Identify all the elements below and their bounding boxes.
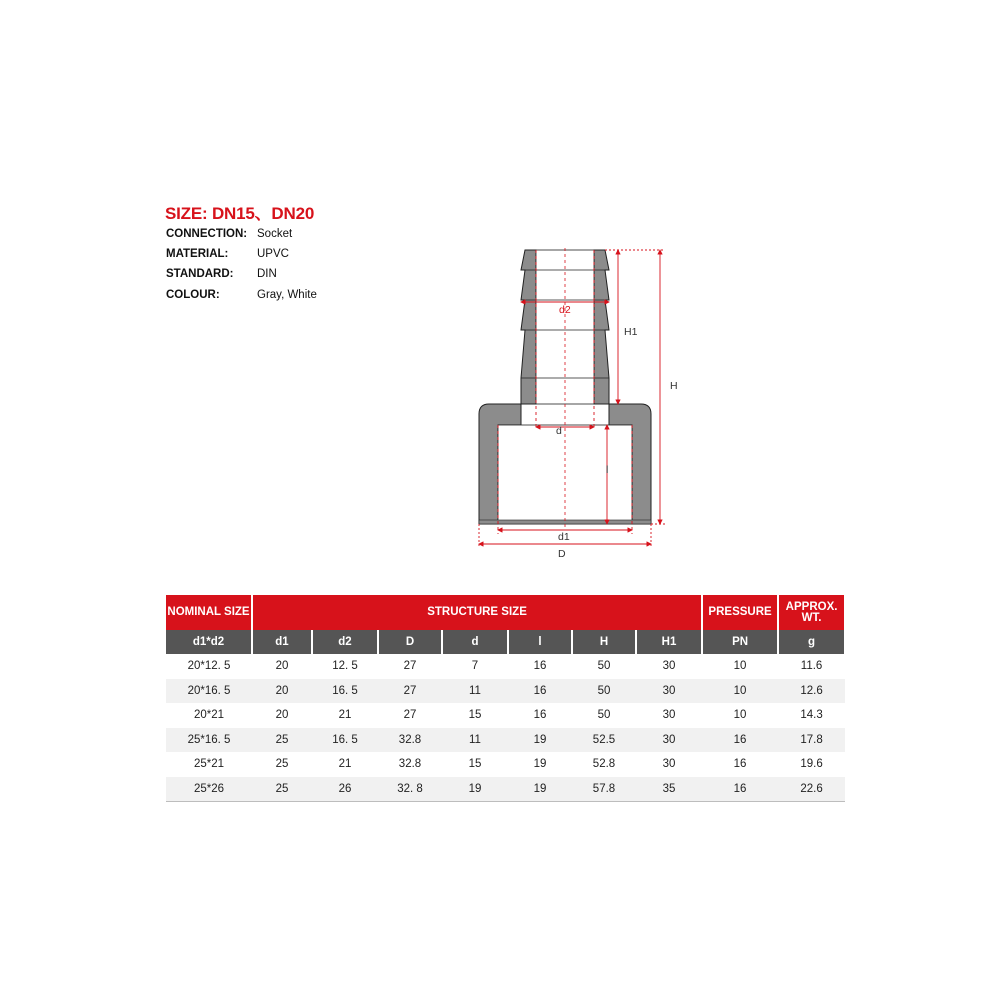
table-cell: 11.6 (800, 660, 823, 673)
column-header: l (508, 630, 572, 654)
table-cell: 20*16. 5 (166, 679, 252, 704)
table-cell: 30 (636, 679, 702, 704)
spec-label: STANDARD: (166, 268, 234, 280)
table-cell: 20 (252, 679, 312, 704)
table-cell: 19 (533, 758, 547, 771)
fitting-drawing (455, 240, 695, 570)
table-cell: 30 (662, 758, 676, 771)
dim-label-D: D (558, 548, 566, 560)
table-cell: 32.8 (378, 728, 442, 753)
table-cell: 27 (403, 709, 417, 722)
table-cell: 21 (338, 709, 352, 722)
table-cell: 32. 8 (378, 777, 442, 802)
table-cell: 30 (662, 660, 676, 673)
table-cell: 16 (533, 660, 547, 673)
table-cell: 20*12. 5 (187, 660, 231, 673)
dim-label-H1: H1 (624, 326, 638, 338)
column-header: H (572, 630, 636, 654)
table-cell: 25 (252, 777, 312, 802)
spec-label: COLOUR: (166, 289, 220, 301)
table-cell: 52.8 (592, 758, 616, 771)
table-row (166, 679, 845, 704)
table-row (166, 752, 845, 777)
table-cell: 11 (442, 728, 508, 753)
dim-label-d2: d2 (559, 304, 571, 316)
table-cell: 10 (702, 679, 778, 704)
dim-label-d: d (556, 425, 562, 437)
dim-label-d1: d1 (558, 531, 570, 543)
table-cell: 25 (252, 728, 312, 753)
table-cell: 16 (533, 709, 547, 722)
socket-bore (498, 425, 632, 524)
table-cell: 16 (508, 679, 572, 704)
column-header: H1 (636, 630, 702, 654)
table-cell: 15 (468, 758, 482, 771)
column-header: d1 (252, 630, 312, 654)
table-cell: 12.6 (778, 679, 845, 704)
table-cell: 50 (572, 679, 636, 704)
table-cell: 30 (662, 709, 676, 722)
table-cell: 50 (597, 709, 611, 722)
column-header: PN (702, 630, 778, 654)
table-cell: 16 (733, 758, 747, 771)
table-row (166, 728, 845, 753)
table-cell: 16 (702, 777, 778, 802)
table-cell: 27 (378, 679, 442, 704)
table-cell: 15 (468, 709, 482, 722)
table-row (166, 654, 845, 679)
column-header: D (378, 630, 442, 654)
table-cell: 52.5 (572, 728, 636, 753)
table-cell: 19 (442, 777, 508, 802)
table-header-group-row (166, 595, 845, 630)
table-cell: 16 (702, 728, 778, 753)
dim-label-l: l (606, 464, 609, 476)
size-title: SIZE: DN15、DN20 (165, 204, 315, 223)
table-cell: 10 (733, 660, 747, 673)
table-cell: 22.6 (778, 777, 845, 802)
header-pressure: PRESSURE (702, 595, 778, 630)
table-cell: 20 (275, 660, 289, 673)
table-cell: 25 (275, 758, 289, 771)
table-cell: 16. 5 (312, 679, 378, 704)
table-cell: 20 (275, 709, 289, 722)
table-cell: 7 (471, 660, 479, 673)
table-cell: 50 (597, 660, 611, 673)
spec-value: DIN (257, 268, 277, 280)
table-cell: 19.6 (800, 758, 823, 771)
header-nominal-size: NOMINAL SIZE (166, 595, 252, 630)
table-row (166, 703, 845, 728)
table-cell: 17.8 (778, 728, 845, 753)
table-cell: 27 (403, 660, 417, 673)
table-cell: 57.8 (572, 777, 636, 802)
header-structure-size: STRUCTURE SIZE (252, 595, 702, 630)
table-cell: 12. 5 (332, 660, 358, 673)
spec-value: Socket (257, 228, 293, 240)
dimension-table (166, 595, 846, 802)
table-cell: 25*21 (193, 758, 225, 771)
column-header: g (778, 630, 845, 654)
table-cell: 35 (636, 777, 702, 802)
table-cell: 16. 5 (312, 728, 378, 753)
table-cell: 19 (508, 728, 572, 753)
column-header: d (442, 630, 508, 654)
dim-label-H: H (670, 380, 678, 392)
fitting-drawing-svg (455, 240, 695, 570)
spec-label: CONNECTION: (166, 228, 248, 240)
table-cell: 21 (338, 758, 352, 771)
table-cell: 19 (508, 777, 572, 802)
column-header: d1*d2 (166, 630, 252, 654)
table-cell: 30 (636, 728, 702, 753)
header-approx-weight: APPROX. WT. (778, 595, 845, 630)
table-cell: 20*21 (193, 709, 225, 722)
table-cell: 25*26 (166, 777, 252, 802)
table-cell: 14.3 (800, 709, 823, 722)
spec-value: Gray, White (257, 289, 317, 301)
spec-label: MATERIAL: (166, 248, 229, 260)
column-header: d2 (312, 630, 378, 654)
spec-value: UPVC (257, 248, 289, 260)
table-column-header-row (166, 630, 845, 654)
table-cell: 11 (442, 679, 508, 704)
table-cell: 32.8 (398, 758, 422, 771)
table-cell: 10 (733, 709, 747, 722)
table-row (166, 777, 845, 802)
table-cell: 25*16. 5 (166, 728, 252, 753)
table-cell: 26 (312, 777, 378, 802)
